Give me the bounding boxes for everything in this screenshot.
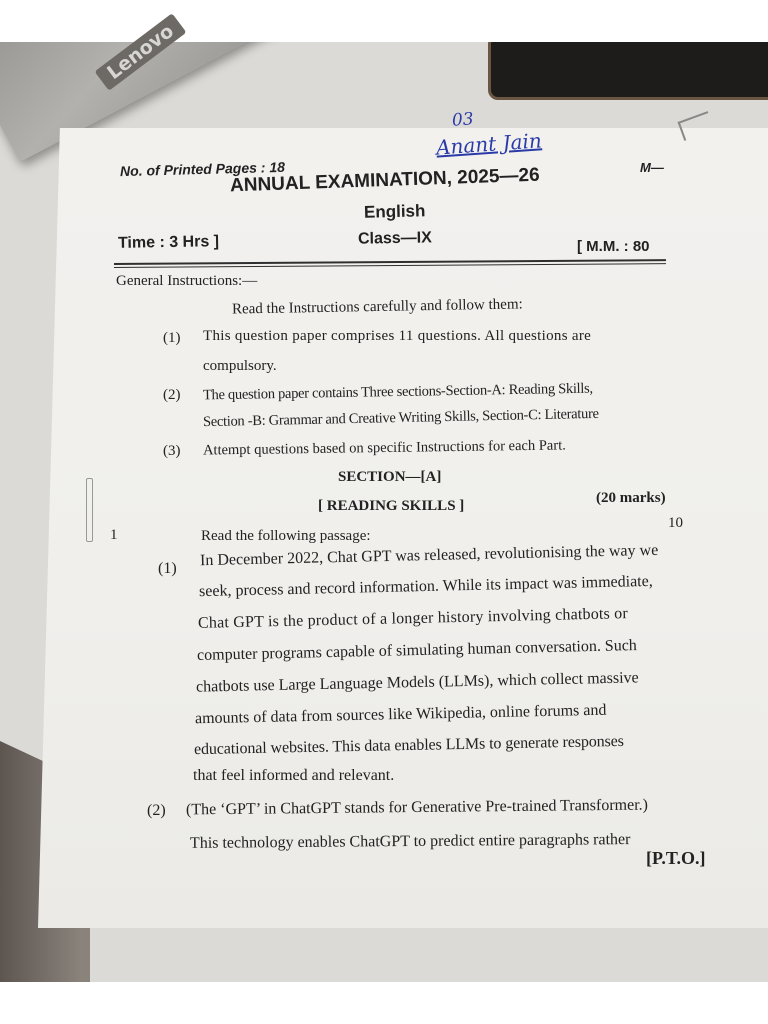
instruction-number: (2)	[163, 387, 181, 403]
paragraph-number: (2)	[147, 802, 166, 819]
subject: English	[363, 201, 426, 222]
passage-line: computer programs capable of simulating human conversation. Such	[196, 637, 638, 664]
paragraph-number: (1)	[158, 560, 177, 577]
instruction-number: (3)	[163, 443, 181, 459]
instruction-line: The question paper contains Three sections-Section-A: Reading Skills,	[202, 380, 593, 404]
section-marks: (20 marks)	[596, 490, 666, 506]
instruction-number: (1)	[163, 330, 181, 346]
passage-line: In December 2022, Chat GPT was released, revolutionising the way we	[199, 541, 659, 570]
exam-title: ANNUAL EXAMINATION, 2025—26	[229, 164, 540, 197]
passage-line: chatbots use Large Language Models (LLMs), which collect massive	[195, 669, 639, 696]
time-allowed: Time : 3 Hrs ]	[117, 233, 220, 252]
instructions-intro: Read the Instructions carefully and follow them:	[231, 296, 523, 318]
lenovo-logo: Lenovo	[95, 13, 187, 91]
question-marks: 10	[668, 515, 683, 531]
passage-line: Chat GPT is the product of a longer history involving chatbots or	[197, 605, 629, 632]
question-number: 1	[110, 527, 118, 543]
handwritten-student-name: Anant Jain	[435, 128, 543, 160]
section-title: SECTION—[A]	[338, 469, 442, 485]
margin-mark	[86, 478, 93, 542]
phone-device	[488, 42, 768, 100]
passage-line: that feel informed and relevant.	[193, 767, 395, 784]
instruction-line: This question paper comprises 11 questions. All questions are	[203, 328, 592, 344]
passage-line: This technology enables ChatGPT to predict entire paragraphs rather	[189, 831, 631, 852]
instructions-heading: General Instructions:—	[116, 273, 258, 289]
instruction-line: compulsory.	[203, 358, 277, 374]
section-subtitle: [ READING SKILLS ]	[318, 498, 465, 514]
instruction-line: Section -B: Grammar and Creative Writing Skills, Section-C: Literature	[202, 405, 599, 431]
page-turn-note: [P.T.O.]	[646, 848, 706, 868]
passage-line: (The ‘GPT’ in ChatGPT stands for Generative Pre-trained Transformer.)	[185, 796, 649, 819]
passage-line: seek, process and record information. While its impact was immediate,	[198, 572, 653, 601]
passage-line: educational websites. This data enables LLMs to generate responses	[193, 732, 624, 759]
handwritten-roll-number: 03	[451, 109, 475, 131]
passage-line: amounts of data from sources like Wikipedia, online forums and	[194, 701, 607, 728]
paper-code: M—	[640, 160, 664, 175]
question-text: Read the following passage:	[201, 528, 371, 544]
printed-pages: No. of Printed Pages : 18	[119, 158, 286, 180]
class-label: Class—IX	[357, 229, 432, 248]
instruction-line: Attempt questions based on specific Instructions for each Part.	[202, 437, 566, 459]
max-marks: [ M.M. : 80	[577, 238, 650, 255]
